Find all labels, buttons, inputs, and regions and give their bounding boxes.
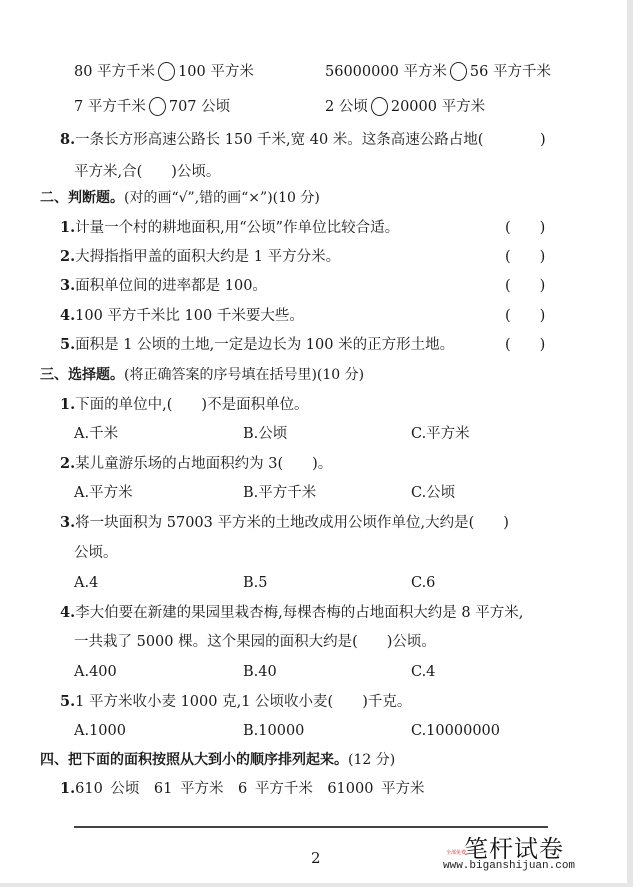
- compare-value: 2 公顷: [325, 99, 368, 115]
- choice-question-3: [60, 513, 509, 533]
- question-text: 将一块面积为 57003 平方米的土地改成用公顷作单位,大约是( ): [75, 515, 509, 531]
- question-number: 3.: [60, 514, 76, 531]
- option-c[interactable]: C.公顷: [411, 485, 456, 501]
- answer-blank[interactable]: ( ): [505, 249, 546, 265]
- judge-item-1: [60, 218, 399, 238]
- choice-question-2: [60, 454, 332, 474]
- choice-question-4: [60, 603, 523, 623]
- question-number: 8.: [60, 131, 76, 148]
- section-2-heading: [40, 188, 320, 208]
- choice-question-1: [60, 395, 309, 415]
- question-text-continued: 一共栽了 5000 棵。这个果园的面积大约是( )公顷。: [74, 634, 436, 650]
- item-number: 4.: [60, 307, 76, 324]
- item-text: 计量一个村的耕地面积,用“公顷”作单位比较合适。: [75, 220, 400, 236]
- option-c[interactable]: C.10000000: [411, 723, 500, 739]
- compare-circle-blank[interactable]: [371, 97, 388, 116]
- answer-blank-close: ): [540, 132, 546, 148]
- item-number: 1.: [60, 219, 76, 236]
- watermark-tag: 全部免费: [446, 850, 467, 856]
- compare-row2-left: [74, 97, 230, 117]
- judge-item-4: [60, 306, 304, 326]
- option-a[interactable]: A.平方米: [74, 485, 133, 501]
- item-text: 100 平方千米比 100 千米要大些。: [75, 308, 304, 324]
- item-number: 2.: [60, 248, 76, 265]
- option-a[interactable]: A.4: [74, 575, 99, 591]
- compare-circle-blank[interactable]: [149, 97, 166, 116]
- question-text: 一条长方形高速公路长 150 千米,宽 40 米。这条高速公路占地(: [75, 132, 484, 148]
- compare-circle-blank[interactable]: [450, 62, 467, 81]
- footer-divider: [74, 826, 548, 828]
- item-number: 3.: [60, 277, 76, 294]
- section-3-heading: [40, 365, 364, 385]
- judge-item-3: [60, 276, 267, 296]
- option-b[interactable]: B.40: [243, 664, 277, 680]
- section-title: 二、判断题。: [40, 190, 124, 206]
- compare-value: 707 公顷: [168, 99, 231, 115]
- option-a[interactable]: A.千米: [74, 426, 119, 442]
- answer-blank[interactable]: ( ): [505, 278, 546, 294]
- option-a[interactable]: A.400: [74, 664, 117, 680]
- question-number: 1.: [60, 396, 76, 413]
- judge-item-5: [60, 335, 454, 355]
- question-number: 4.: [60, 604, 76, 621]
- answer-blank[interactable]: ( ): [505, 308, 546, 324]
- option-b[interactable]: B.10000: [243, 723, 305, 739]
- question-8: [60, 130, 483, 150]
- section-instruction: (将正确答案的序号填在括号里)(10 分): [124, 367, 365, 383]
- option-c[interactable]: C.平方米: [411, 426, 470, 442]
- watermark-url: www.biganshijuan.com: [443, 860, 576, 872]
- option-b[interactable]: B.公顷: [243, 426, 288, 442]
- question-number: 2.: [60, 455, 76, 472]
- item-text: 大拇指指甲盖的面积大约是 1 平方分米。: [75, 249, 341, 265]
- compare-value: 80 平方千米: [74, 64, 156, 80]
- judge-item-2: [60, 247, 340, 267]
- question-text: 李大伯要在新建的果园里栽杏梅,每棵杏梅的占地面积大约是 8 平方米,: [75, 605, 524, 621]
- page-edge-right: [627, 0, 633, 887]
- answer-blank[interactable]: ( ): [505, 337, 546, 353]
- compare-circle-blank[interactable]: [158, 62, 175, 81]
- order-question-1: [60, 779, 425, 799]
- question-text: 1 平方米收小麦 1000 克,1 公顷收小麦( )千克。: [75, 694, 412, 710]
- option-b[interactable]: B.5: [243, 575, 268, 591]
- section-4-heading: [40, 750, 395, 770]
- compare-row1-right: [325, 62, 551, 82]
- section-title: 三、选择题。: [40, 367, 124, 383]
- section-title: 四、把下面的面积按照从大到小的顺序排列起来。: [40, 752, 348, 768]
- compare-value: 100 平方米: [178, 64, 254, 80]
- question-number: 5.: [60, 693, 76, 710]
- item-number: 5.: [60, 336, 76, 353]
- option-c[interactable]: C.6: [411, 575, 436, 591]
- compare-value: 56 平方千米: [469, 64, 551, 80]
- option-b[interactable]: B.平方千米: [243, 485, 317, 501]
- section-points: (12 分): [348, 752, 396, 768]
- question-text-continued: 公顷。: [74, 545, 118, 561]
- option-c[interactable]: C.4: [411, 664, 436, 680]
- item-text: 面积是 1 公顷的土地,一定是边长为 100 米的正方形土地。: [75, 337, 455, 353]
- compare-value: 7 平方千米: [74, 99, 146, 115]
- answer-blank[interactable]: ( ): [505, 220, 546, 236]
- question-text: 某儿童游乐场的占地面积约为 3( )。: [75, 456, 333, 472]
- option-a[interactable]: A.1000: [74, 723, 126, 739]
- item-text: 面积单位间的进率都是 100。: [75, 278, 267, 294]
- question-8-continued: 平方米,合( )公顷。: [74, 164, 221, 180]
- section-instruction: (对的画“√”,错的画“×”)(10 分): [124, 190, 320, 206]
- page-edge-bottom: [0, 883, 633, 887]
- question-number: 1.: [60, 780, 76, 797]
- compare-row1-left: [74, 62, 254, 82]
- question-text: 下面的单位中,( )不是面积单位。: [75, 397, 309, 413]
- choice-question-5: [60, 692, 411, 712]
- question-text: 610 公顷 61 平方米 6 平方千米 61000 平方米: [75, 781, 425, 797]
- watermark-logo: 笔杆试卷: [464, 835, 564, 863]
- compare-row2-right: [325, 97, 485, 117]
- page-number: 2: [311, 849, 321, 867]
- compare-value: 20000 平方米: [390, 99, 486, 115]
- compare-value: 56000000 平方米: [325, 64, 447, 80]
